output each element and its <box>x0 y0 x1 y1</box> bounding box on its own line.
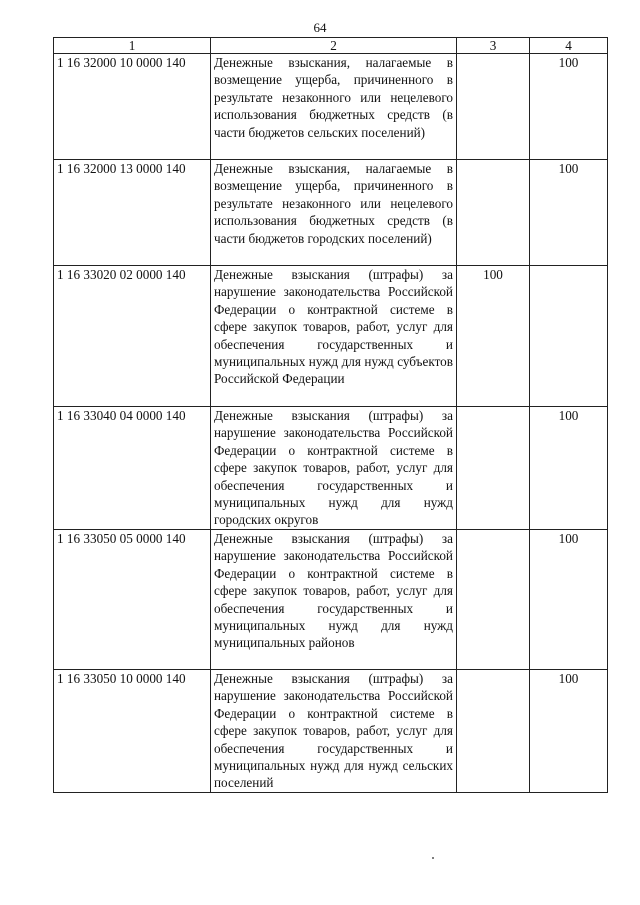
row-code: 1 16 33020 02 0000 140 <box>54 266 211 407</box>
header-col-4: 4 <box>530 38 608 54</box>
table-row <box>54 54 608 160</box>
row-col3 <box>457 160 530 266</box>
row-col4: 100 <box>530 670 608 793</box>
header-col-3: 3 <box>457 38 530 54</box>
row-description: Денежные взыскания (штрафы) за нарушение законодательства Российской Федерации о контрактной системе в сфере закупок товаров, работ, услуг для обеспечения государственных и муниципальных нужд для нужд сельских поселений <box>211 670 457 793</box>
row-code: 1 16 33050 05 0000 140 <box>54 530 211 670</box>
row-description: Денежные взыскания (штрафы) за нарушение законодательства Российской Федерации о контрактной системе в сфере закупок товаров, работ, услуг для обеспечения государственных и муниципальных нужд для нужд муниципальных районов <box>211 530 457 670</box>
header-col-1: 1 <box>54 38 211 54</box>
header-col-2: 2 <box>211 38 457 54</box>
row-description: Денежные взыскания (штрафы) за нарушение законодательства Российской Федерации о контрактной системе в сфере закупок товаров, работ, услуг для обеспечения государственных и муниципальных нужд для нужд субъектов Российской Федерации <box>211 266 457 407</box>
page-number: 64 <box>313 20 327 35</box>
scan-speck <box>432 857 434 859</box>
row-col4: 100 <box>530 160 608 266</box>
row-code: 1 16 32000 10 0000 140 <box>54 54 211 160</box>
row-code: 1 16 32000 13 0000 140 <box>54 160 211 266</box>
table-row <box>54 670 608 793</box>
row-code: 1 16 33040 04 0000 140 <box>54 407 211 530</box>
budget-table <box>53 37 608 793</box>
table-row <box>54 407 608 530</box>
row-col4 <box>530 266 608 407</box>
row-col4: 100 <box>530 54 608 160</box>
header-row <box>54 38 608 54</box>
table-row <box>54 266 608 407</box>
row-col3: 100 <box>457 266 530 407</box>
row-col3 <box>457 407 530 530</box>
row-col3 <box>457 670 530 793</box>
table-row <box>54 530 608 670</box>
table-row <box>54 160 608 266</box>
row-col4: 100 <box>530 407 608 530</box>
row-col3 <box>457 530 530 670</box>
row-col3 <box>457 54 530 160</box>
row-col4: 100 <box>530 530 608 670</box>
row-description: Денежные взыскания, налагаемые в возмещение ущерба, причиненного в результате незаконного или нецелевого использования бюджетных средств (в части бюджетов городских поселений) <box>211 160 457 266</box>
row-description: Денежные взыскания, налагаемые в возмещение ущерба, причиненного в результате незаконного или нецелевого использования бюджетных средств (в части бюджетов сельских поселений) <box>211 54 457 160</box>
row-code: 1 16 33050 10 0000 140 <box>54 670 211 793</box>
row-description: Денежные взыскания (штрафы) за нарушение законодательства Российской Федерации о контрактной системе в сфере закупок товаров, работ, услуг для обеспечения государственных и муниципальных нужд для нужд городских округов <box>211 407 457 530</box>
